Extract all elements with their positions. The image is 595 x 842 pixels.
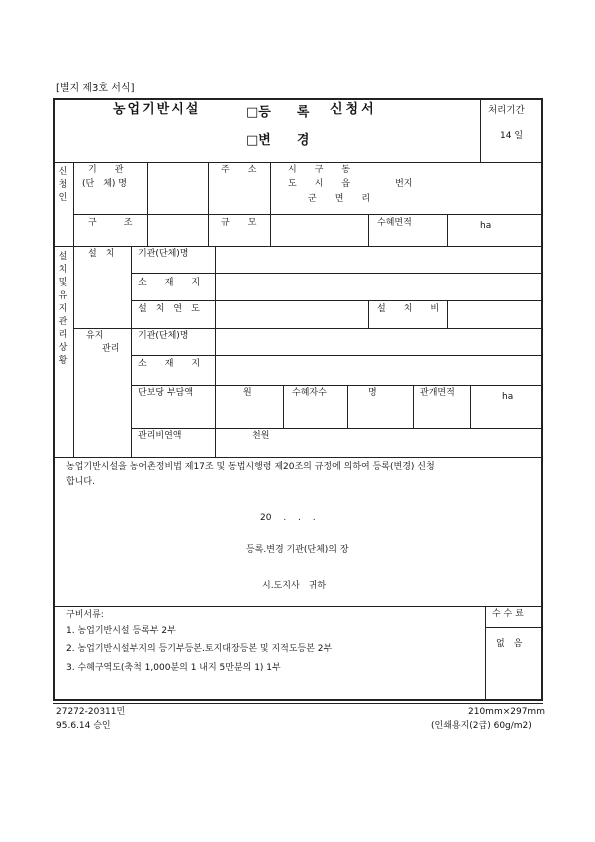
irrigated-area-unit: ha — [480, 221, 492, 231]
cost-per-unit-label: 단보당 부담액 — [138, 388, 194, 398]
frame-left — [53, 98, 55, 701]
maintain-org-name-label: 기관(단체)명 — [138, 331, 189, 341]
applicant-signature: 등록.변경 기관(단체)의 장 — [246, 545, 349, 555]
fee-divider — [485, 606, 486, 699]
address-line1: 시 구 동 — [288, 165, 351, 175]
install-location-label: 소 재 지 — [138, 278, 201, 288]
fee-label-line — [486, 627, 542, 628]
org-name-label-bottom: (단 체) 명 — [82, 179, 127, 189]
footer-code: 27272-20311민 — [56, 707, 126, 717]
maintain-label-bottom: 관리 — [102, 344, 120, 354]
maintain-row3-line — [132, 428, 542, 429]
title-bottom-line — [54, 162, 542, 163]
declaration-text-line2: 합니다. — [66, 477, 95, 487]
applicant-label-col — [147, 162, 148, 247]
applicant-mid-col — [208, 162, 209, 247]
footer-paper: (인쇄용지(2급) 60g/m2) — [431, 721, 532, 731]
frame-top — [53, 98, 543, 100]
address-line3: 군 면 리 — [308, 194, 371, 204]
facility-col-line — [73, 246, 74, 457]
processing-period-label: 처리기간 — [488, 105, 525, 116]
title-checkbox-register[interactable]: □등 록 — [246, 105, 310, 120]
cost-divider-3 — [413, 385, 414, 428]
title-line1: 농업기반시설 — [113, 102, 201, 117]
mgmt-cost-label: 관리비연액 — [138, 431, 182, 441]
document-item-2: 2. 농업기반시설부지의 등기부등본.토지대장등본 및 지적도등본 2부 — [66, 644, 333, 654]
scale-divider — [368, 214, 369, 247]
documents-label: 구비서류: — [66, 610, 104, 620]
install-row2-line — [132, 300, 542, 301]
thousand-won-unit: 천원 — [252, 431, 270, 441]
cost-divider-1 — [283, 385, 284, 428]
frame-bottom-double — [53, 703, 543, 704]
maintain-row1-line — [132, 355, 542, 356]
install-bottom-line — [74, 328, 542, 329]
maintain-label-top: 유지 — [86, 331, 104, 341]
applicant-col-line — [73, 162, 74, 247]
fee-label: 수 수 료 — [492, 609, 524, 619]
applicant-bottom-line — [54, 246, 542, 247]
footer-approval: 95.6.14 승인 — [56, 721, 111, 731]
fee-value: 없 음 — [496, 639, 523, 649]
install-cost-divider — [368, 300, 369, 328]
recipient: 시.도지사 귀하 — [262, 581, 327, 591]
persons-unit: 명 — [368, 388, 377, 398]
address-line2: 도 시 읍 번지 — [288, 179, 413, 189]
facility-sub-col — [131, 246, 132, 457]
install-year-label: 설 치 연 도 — [138, 304, 200, 314]
org-name-label-top: 기 관 — [88, 165, 124, 175]
beneficiaries-label: 수혜자수 — [292, 388, 327, 398]
install-cost-label: 설 치 비 — [377, 304, 440, 314]
frame-right — [541, 98, 543, 701]
facility-bottom-line — [54, 457, 542, 458]
maintain-row2-line — [132, 385, 542, 386]
declaration-text-line1: 농업기반시설을 농어촌정비법 제17조 및 동법시행령 제20조의 규정에 의하여 등록(변경) 신청 — [66, 462, 435, 472]
irrigation-area-unit: ha — [502, 392, 514, 402]
title-checkbox-change[interactable]: □변 경 — [246, 133, 310, 148]
facility-label-col — [215, 246, 216, 457]
irrigation-area-label: 관개면적 — [420, 388, 455, 398]
install-cost-value-divider — [447, 300, 448, 328]
applicant-section-label: 신청인 — [58, 167, 68, 203]
form-number: [별지 제3호 서식] — [56, 83, 135, 94]
document-item-3: 3. 수혜구역도(축척 1,000분의 1 내지 5만분의 1) 1부 — [66, 663, 281, 673]
irrigated-area-label: 수혜면적 — [377, 218, 412, 228]
install-org-name-label: 기관(단체)명 — [138, 249, 189, 259]
facility-section-label: 설치및유지관리상황 — [58, 252, 68, 366]
processing-period-value: 14 일 — [500, 131, 524, 141]
applicant-addr-col — [270, 162, 271, 247]
cost-divider-2 — [347, 385, 348, 428]
declaration-date: 20 . . . — [260, 513, 316, 523]
title-divider — [480, 99, 481, 162]
declaration-bottom-line — [54, 606, 542, 607]
structure-label: 구 조 — [88, 218, 133, 228]
scale-label: 규 모 — [221, 218, 257, 228]
frame-bottom — [53, 699, 543, 701]
won-unit: 원 — [243, 388, 252, 398]
install-label: 설 치 — [88, 249, 115, 259]
maintain-location-label: 소 재 지 — [138, 359, 201, 369]
install-row1-line — [132, 273, 542, 274]
applicant-row-line — [74, 214, 542, 215]
document-item-1: 1. 농업기반시설 등록부 2부 — [66, 626, 176, 636]
cost-divider-4 — [470, 385, 471, 428]
footer-size: 210mm×297mm — [468, 707, 545, 717]
title-line2: 신청서 — [330, 102, 377, 117]
irrigated-area-divider — [447, 214, 448, 247]
address-label: 주 소 — [221, 165, 257, 175]
